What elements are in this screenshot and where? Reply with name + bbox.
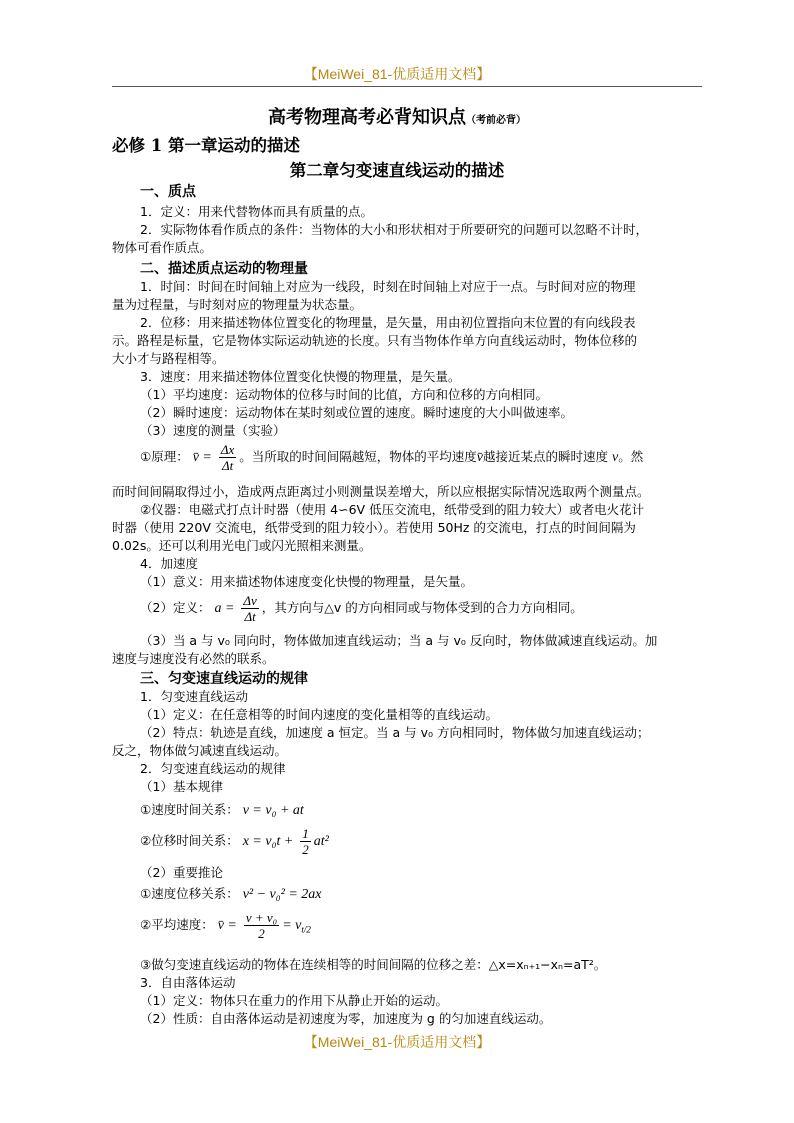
- formula-text: ，其方向与△v 的方向相同或与物体受到的合力方向相同。: [261, 600, 583, 615]
- text-line: 3．自由落体运动: [140, 975, 236, 990]
- formula-label: ①原理：: [140, 449, 189, 464]
- text-line: 示。路程是标量，它是物体实际运动轨迹的长度。只有当物体作单方向直线运动时，物体位移的: [112, 333, 638, 348]
- page-title: [0, 103, 794, 129]
- formula-expr: x = v₀t +: [242, 834, 294, 849]
- text-line: （1）定义：物体只在重力的作用下从静止开始的运动。: [140, 993, 448, 1008]
- formula-a: a =: [214, 601, 235, 616]
- text-line: 大小才与路程相等。: [112, 351, 225, 366]
- heading-zhidian: 一、质点: [140, 184, 196, 200]
- text-line: 时器（使用 220V 交流电，纸带受到的阻力较小）。若使用 50Hz 的交流电，打点的时间间隔为: [112, 520, 636, 535]
- page-header: 【MeiWei_81-优质适用文档】: [303, 66, 491, 82]
- heading-wuliliang: 二、描述质点运动的物理量: [140, 261, 308, 277]
- text-line: 2．位移：用来描述物体位置变化的物理量，是矢量，用由初位置指向末位置的有向线段表: [140, 315, 636, 330]
- formula-label: ①速度位移关系：: [140, 886, 239, 901]
- text-line: （2）瞬时速度：运动物体在某时刻或位置的速度。瞬时速度的大小叫做速率。: [140, 405, 573, 420]
- fraction-numerator: Δv: [243, 593, 257, 608]
- text-line: 速度与速度没有必然的联系。: [112, 651, 275, 666]
- formula-velocity-time: [140, 800, 304, 819]
- fraction-denominator: Δt: [221, 458, 234, 473]
- fraction-denominator: Δt: [244, 609, 256, 624]
- text-line: （2）重要推论: [140, 865, 223, 880]
- text-line: 1．定义：用来代替物体而具有质量的点。: [140, 204, 373, 219]
- formula-velocity-displacement: [140, 884, 322, 903]
- text-line: 0.02s。还可以利用光电门或闪光照相来测量。: [112, 538, 372, 553]
- title-text: 高考物理高考必背知识点: [268, 107, 466, 128]
- title-note: （考前必背）: [466, 115, 526, 126]
- formula-displacement-time: [140, 826, 329, 857]
- text-line: （3）速度的测量（实验）: [140, 423, 286, 438]
- formula-expr: v = v₀ + at: [242, 803, 304, 818]
- formula-label: ②平均速度：: [140, 917, 214, 932]
- fraction-dx-dt: [219, 442, 236, 473]
- text-line: 物体可看作质点。: [112, 240, 213, 255]
- formula-expr: v² − v₀² = 2ax: [242, 887, 322, 902]
- fraction-numerator: Δx: [220, 442, 235, 457]
- text-line: ③做匀变速直线运动的物体在连续相等的时间间隔的位移之差：△x=xₙ₊₁−xₙ=aT²。: [140, 957, 607, 972]
- text-line: 1．时间：时间在时间轴上对应为一线段，时刻在时间轴上对应于一点。与时间对应的物理: [140, 279, 636, 294]
- text-line: （2）性质：自由落体运动是初速度为零，加速度为 g 的匀加速直线运动。: [140, 1011, 552, 1026]
- text-line: 2．匀变速直线运动的规律: [140, 761, 286, 776]
- formula-expr: at²: [313, 834, 329, 849]
- text-line: 2．实际物体看作质点的条件：当物体的大小和形状相对于所要研究的问题可以忽略不计时，: [140, 222, 648, 237]
- section-heading-ch1: 必修 1 第一章运动的描述: [112, 136, 300, 155]
- text-line: 反之，物体做匀减速直线运动。: [112, 743, 288, 758]
- text-line: （1）平均速度：运动物体的位移与时间的比值，方向和位移的方向相同。: [140, 387, 548, 402]
- text-line: 4．加速度: [140, 556, 198, 571]
- formula-text: 。然: [618, 449, 644, 464]
- text-line: 1．匀变速直线运动: [140, 689, 248, 704]
- formula-average-velocity: [140, 910, 311, 941]
- text-line: 3．速度：用来描述物体位置变化快慢的物理量，是矢量。: [140, 369, 461, 384]
- text-line: ②仪器：电磁式打点计时器（使用 4∽6V 低压交流电，纸带受到的阻力较大）或者电火花计: [140, 502, 645, 517]
- fraction-denominator: 2: [258, 926, 265, 941]
- formula-vbar: v̄ =: [192, 450, 212, 465]
- formula-v: v: [612, 450, 619, 465]
- text-line: 量为过程量，与时刻对应的物理量为状态量。: [112, 297, 363, 312]
- text-line: （2）特点：轨迹是直线，加速度 a 恒定。当 a 与 v₀ 方向相同时，物体做匀加速直线运动；: [140, 725, 650, 740]
- formula-line-principle: [140, 442, 643, 473]
- formula-expr: = v: [282, 918, 302, 933]
- formula-line-accel: [140, 593, 583, 624]
- formula-text: 。当所取的时间间隔越短，物体的平均速度: [239, 449, 477, 464]
- formula-label: （2）定义：: [140, 600, 211, 615]
- fraction-dv-dt: [241, 593, 258, 624]
- text-line: （1）定义：在任意相等的时间内速度的变化量相等的直线运动。: [140, 707, 498, 722]
- formula-label: ①速度时间关系：: [140, 802, 239, 817]
- text-line: （1）基本规律: [140, 779, 223, 794]
- text-line: 而时间间隔取得过小，造成两点距离过小则测量误差增大，所以应根据实际情况选取两个测量点。: [112, 484, 650, 499]
- heading-guilv: 三、匀变速直线运动的规律: [140, 671, 308, 687]
- formula-label: ②位移时间关系：: [140, 833, 239, 848]
- fraction-half: [300, 826, 311, 857]
- fraction-numerator: 1: [302, 826, 309, 841]
- header-rule: [112, 86, 702, 87]
- formula-vbar-inline: v̄: [476, 450, 483, 465]
- page-footer: 【MeiWei_81-优质适用文档】: [303, 1034, 491, 1050]
- formula-text: 越接近某点的瞬时速度: [483, 449, 609, 464]
- section-heading-ch2: 第二章匀变速直线运动的描述: [289, 161, 505, 180]
- formula-expr: v̄ =: [217, 918, 237, 933]
- formula-subscript: t/2: [301, 924, 311, 935]
- text-line: （3）当 a 与 v₀ 同向时，物体做加速直线运动；当 a 与 v₀ 反向时，物体做减速直线运动。加: [140, 633, 658, 648]
- fraction-denominator: 2: [302, 842, 309, 857]
- text-line: （1）意义：用来描述物体速度变化快慢的物理量，是矢量。: [140, 574, 473, 589]
- fraction-v-plus-v0: [244, 910, 279, 941]
- fraction-numerator: v + v₀: [245, 910, 278, 925]
